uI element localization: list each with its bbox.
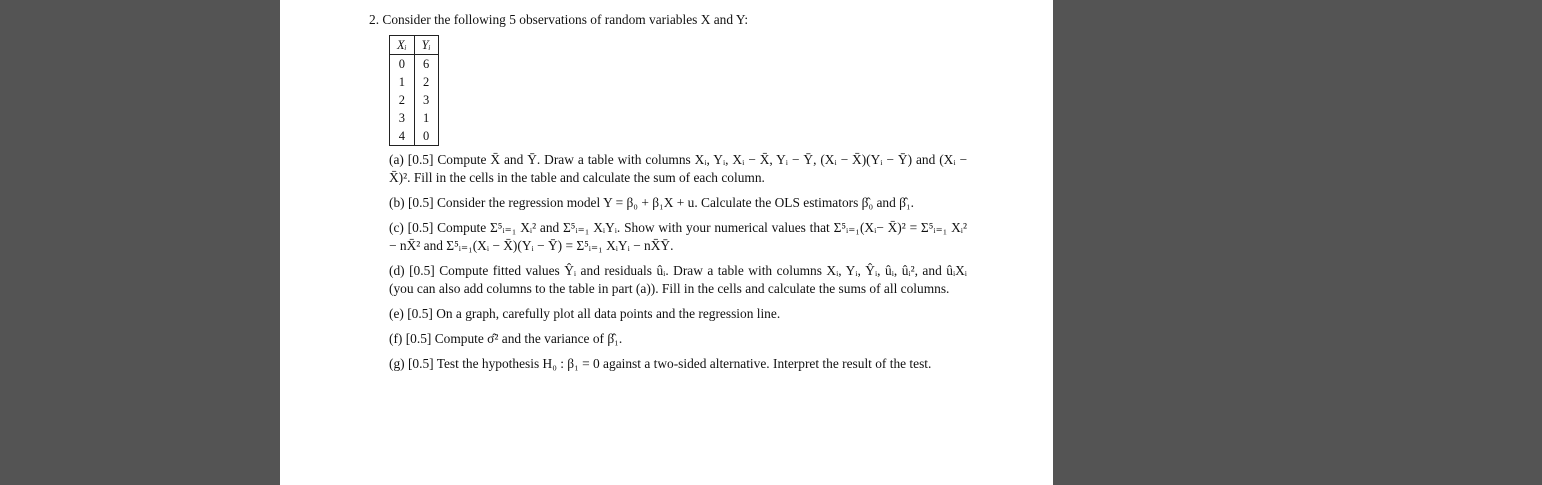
table-header-row: [390, 36, 439, 55]
table-header-x: Xᵢ: [390, 36, 415, 55]
table-cell: 6: [414, 55, 438, 74]
part-d: (d) [0.5] Compute fitted values Ŷᵢ and residuals ûᵢ. Draw a table with columns Xᵢ, Yᵢ, Ŷᵢ, ûᵢ, ûᵢ², and ûᵢXᵢ (you can also add columns to the table in part (a)). Fill in the cells and calculate the sums of all columns.: [389, 263, 967, 296]
table-cell: 1: [390, 73, 415, 91]
table-cell: 0: [390, 55, 415, 74]
part-b: (b) [0.5] Consider the regression model Y = β₀ + β₁X + u. Calculate the OLS estimators β̂₀ and β̂₁.: [389, 195, 914, 210]
table-row: [390, 91, 439, 109]
table-cell: 0: [414, 127, 438, 146]
table-row: [390, 109, 439, 127]
table-row: [390, 73, 439, 91]
part-f: (f) [0.5] Compute σ̂² and the variance of β̂₁.: [389, 331, 623, 346]
question-heading: 2. Consider the following 5 observations of random variables X and Y:: [369, 12, 749, 27]
table-cell: 1: [414, 109, 438, 127]
document-page: [280, 0, 1053, 485]
part-e: (e) [0.5] On a graph, carefully plot all data points and the regression line.: [389, 306, 781, 321]
table-cell: 3: [390, 109, 415, 127]
table-cell: 3: [414, 91, 438, 109]
table-cell: 2: [390, 91, 415, 109]
part-c: (c) [0.5] Compute Σ⁵ᵢ₌₁ Xᵢ² and Σ⁵ᵢ₌₁ XᵢYᵢ. Show with your numerical values that Σ⁵ᵢ₌₁(Xᵢ− X̄)² = Σ⁵ᵢ₌₁ Xᵢ² − nX̄² and Σ⁵ᵢ₌₁(Xᵢ − X̄)(Yᵢ − Ȳ) = Σ⁵ᵢ₌₁ XᵢYᵢ − nX̄Ȳ.: [389, 220, 967, 253]
observations-table: [389, 35, 439, 146]
part-a: (a) [0.5] Compute X̄ and Ȳ. Draw a table with columns Xᵢ, Yᵢ, Xᵢ − X̄, Yᵢ − Ȳ, (Xᵢ − X̄)(Yᵢ − Ȳ) and (Xᵢ − X̄)². Fill in the cells in the table and calculate the sum of each column.: [389, 152, 967, 185]
question-parts: [389, 151, 967, 380]
table-header-y: Yᵢ: [414, 36, 438, 55]
question-2: [369, 11, 969, 371]
table-row: [390, 55, 439, 74]
table-row: [390, 127, 439, 146]
table-cell: 4: [390, 127, 415, 146]
part-g: (g) [0.5] Test the hypothesis H₀ : β₁ = 0 against a two-sided alternative. Interpret the result of the test.: [389, 356, 932, 371]
table-cell: 2: [414, 73, 438, 91]
